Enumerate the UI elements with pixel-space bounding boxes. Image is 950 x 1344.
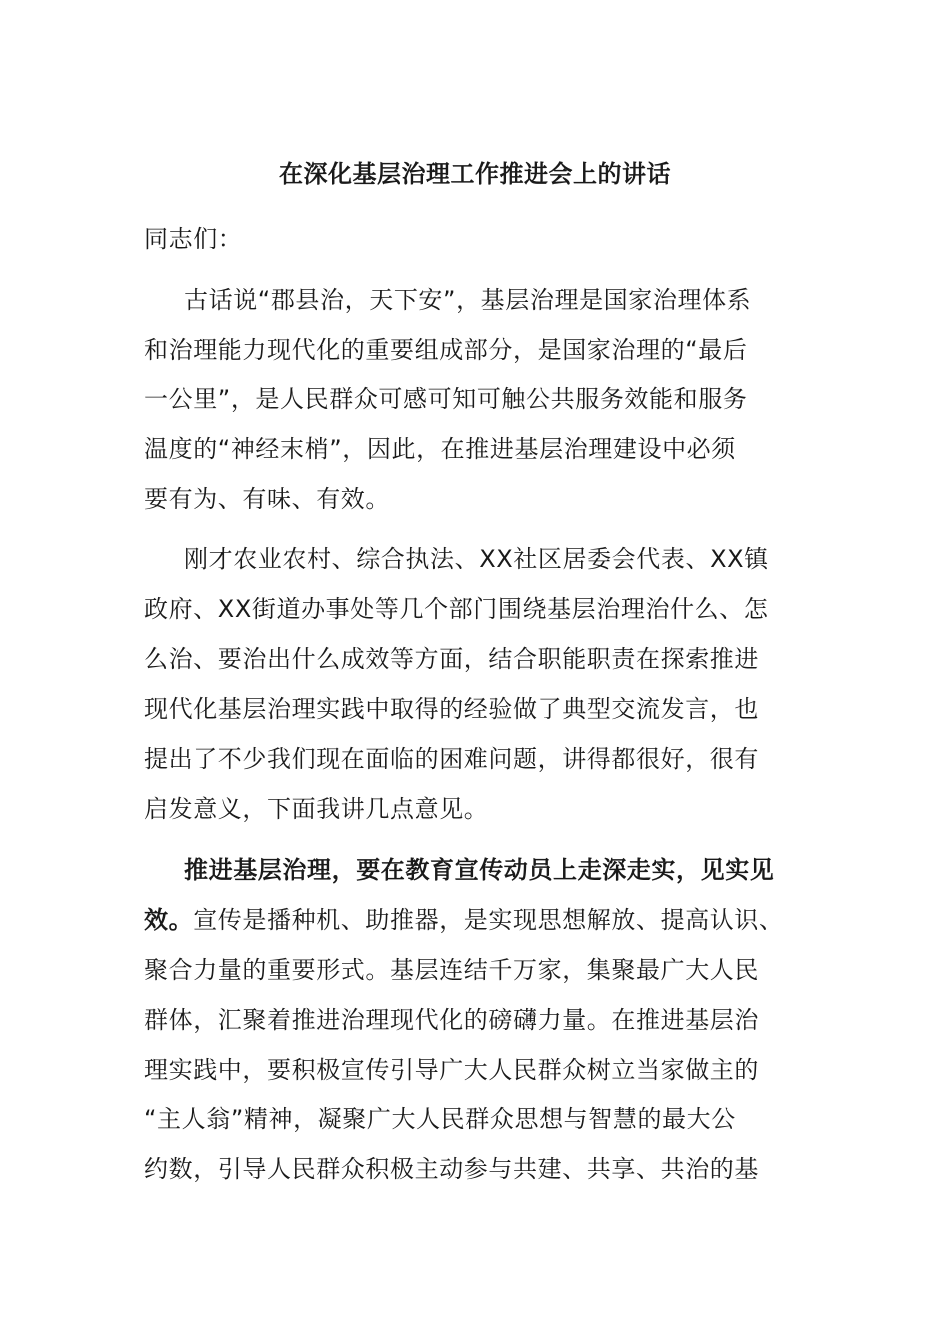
paragraph-3-line-2 bbox=[144, 902, 824, 938]
paragraph-3-line-5: 理实践中，要积极宣传引导广大人民群众树立当家做主的 bbox=[144, 1056, 759, 1084]
paragraph-3-line-2-text: 宣传是播种机、助推器，是实现思想解放、提高认识、 bbox=[193, 906, 784, 934]
salutation: 同志们： bbox=[144, 225, 243, 253]
paragraph-3-heading-line-1: 推进基层治理，要在教育宣传动员上走深走实，见实见 bbox=[184, 856, 775, 884]
paragraph-2-line-1: 刚才农业农村、综合执法、XX社区居委会代表、XX镇 bbox=[184, 545, 769, 573]
paragraph-3-line-3: 聚合力量的重要形式。基层连结千万家，集聚最广大人民 bbox=[144, 956, 759, 984]
paragraph-1-line-4: 温度的“神经末梢”，因此，在推进基层治理建设中必须 bbox=[144, 435, 736, 463]
paragraph-1-line-2: 和治理能力现代化的重要组成部分，是国家治理的“最后 bbox=[144, 336, 748, 364]
paragraph-2-line-4: 现代化基层治理实践中取得的经验做了典型交流发言，也 bbox=[144, 695, 759, 723]
paragraph-2-line-2: 政府、XX街道办事处等几个部门围绕基层治理治什么、怎 bbox=[144, 595, 769, 623]
paragraph-1-line-3: 一公里”，是人民群众可感可知可触公共服务效能和服务 bbox=[144, 385, 748, 413]
paragraph-3-line-7: 约数，引导人民群众积极主动参与共建、共享、共治的基 bbox=[144, 1155, 759, 1183]
paragraph-2-line-6: 启发意义，下面我讲几点意见。 bbox=[144, 795, 489, 823]
paragraph-3-line-4: 群体，汇聚着推进治理现代化的磅礴力量。在推进基层治 bbox=[144, 1006, 759, 1034]
paragraph-3-line-6: “主人翁”精神，凝聚广大人民群众思想与智慧的最大公 bbox=[144, 1105, 736, 1133]
paragraph-2-line-5: 提出了不少我们现在面临的困难问题，讲得都很好，很有 bbox=[144, 745, 759, 773]
paragraph-1-line-1: 古话说“郡县治，天下安”，基层治理是国家治理体系 bbox=[184, 286, 752, 314]
paragraph-2-line-3: 么治、要治出什么成效等方面，结合职能职责在探索推进 bbox=[144, 645, 759, 673]
paragraph-3-heading-end: 效。 bbox=[144, 906, 194, 934]
paragraph-1-line-5: 要有为、有味、有效。 bbox=[144, 485, 390, 513]
document-title: 在深化基层治理工作推进会上的讲话 bbox=[279, 160, 671, 188]
